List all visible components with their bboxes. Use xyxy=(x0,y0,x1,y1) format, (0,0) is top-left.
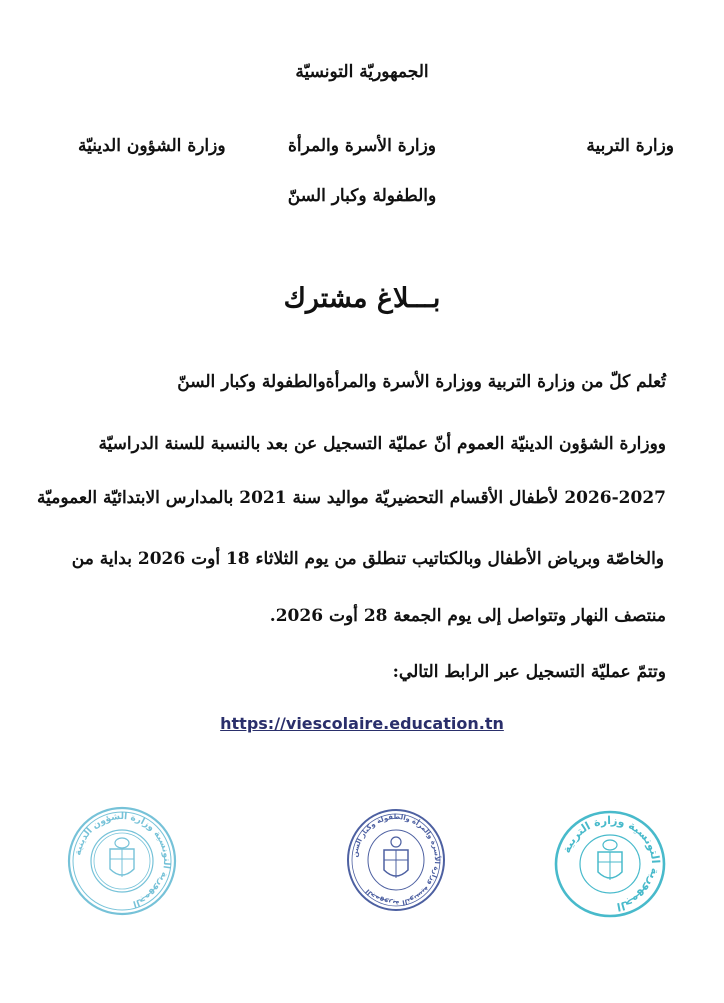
education-ministry-seal xyxy=(554,810,666,918)
republic-heading: الجمهوريّة التونسيّة xyxy=(295,62,429,82)
notice-line-6: وتتمّ عمليّة التسجيل عبر الرابط التالي: xyxy=(392,662,666,682)
ministry-religious-name: وزارة الشؤون الدينيّة xyxy=(78,136,226,156)
notice-line-3: 2026-2027 لأطفال الأقسام التحضيريّة مواليد سنة 2021 بالمدارس الابتدائيّة العموميّة xyxy=(37,488,666,508)
notice-line-5: منتصف النهار وتتواصل إلى يوم الجمعة 28 أوت 2026. xyxy=(269,606,666,626)
notice-title: بـــلاغ مشترك xyxy=(283,283,441,314)
religious-affairs-seal xyxy=(66,805,178,917)
family-seal-text: الجمهورية التونسية وزارة الأسرة والمرأة والطفولة وكبار السن xyxy=(351,812,442,908)
ministry-family-name-line2: والطفولة وكبار السنّ xyxy=(287,186,437,206)
ministry-family-name-line1: وزارة الأسرة والمرأة xyxy=(288,136,436,156)
religious-seal-text: الجمهورية التونسية وزارة الشؤون الدينية xyxy=(73,811,172,909)
notice-line-4: والخاصّة وبرياض الأطفال وبالكتاتيب تنطلق من يوم الثلاثاء 18 أوت 2026 بداية من xyxy=(71,549,664,569)
education-seal-text: الجمهورية التونسية وزارة التربية xyxy=(559,813,663,914)
svg-text:الجمهورية التونسية وزارة الترب xyxy=(560,814,662,914)
registration-link[interactable]: https://viescolaire.education.tn xyxy=(220,714,504,733)
notice-line-2: ووزارة الشؤون الدينيّة العموم أنّ عمليّة التسجيل عن بعد بالنسبة للسنة الدراسيّة xyxy=(98,434,666,454)
family-ministry-seal xyxy=(346,808,446,912)
notice-line-1: تُعلم كلّ من وزارة التربية ووزارة الأسرة والمرأةوالطفولة وكبار السنّ xyxy=(177,372,666,392)
ministry-education-name: وزارة التربية xyxy=(586,136,674,156)
